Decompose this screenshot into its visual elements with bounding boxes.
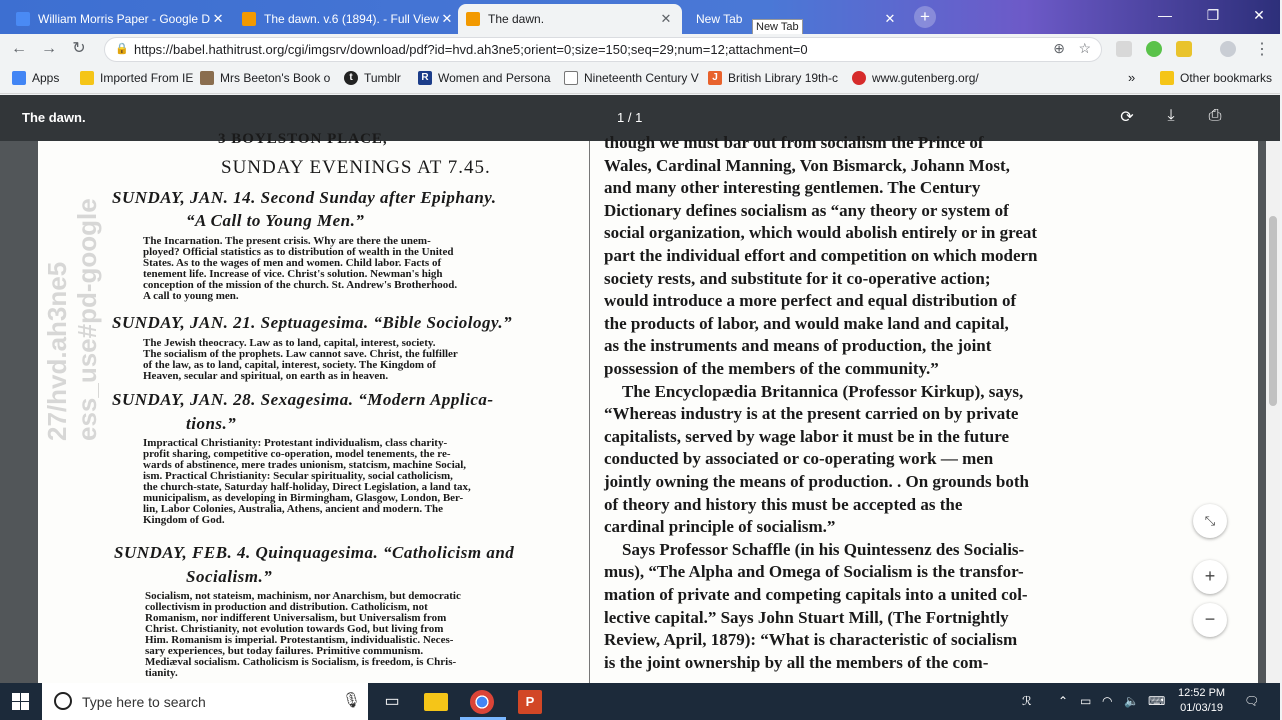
bookmark-label: Women and Persona: [438, 71, 551, 85]
column-two-line: part the individual effort and competition on which modern: [604, 246, 1038, 265]
notifications-icon[interactable]: 🗨: [1244, 694, 1260, 708]
jan14-line: conception of the mission of the church. St. Andrew's Brotherhood.: [143, 279, 458, 291]
column-two-line: mation of private and competing capitals into a united col-: [604, 585, 1028, 604]
column-two-line: mus), “The Alpha and Omega of Socialism is the transfor-: [604, 562, 1024, 582]
jan14-heading: SUNDAY, JAN. 14. Second Sunday after Epiphany.: [112, 188, 497, 207]
clock-time: 12:52 PM: [1178, 687, 1226, 699]
bookmark-label: British Library 19th-c: [728, 71, 839, 85]
new-tab-button[interactable]: +: [914, 6, 936, 28]
column-two-line: jointly owning the means of production. . On grounds both: [604, 472, 1029, 491]
column-two-line: and many other interesting gentlemen. The Century: [604, 178, 981, 198]
feb4-line: tianity.: [145, 667, 178, 679]
tab-title: William Morris Paper - Google D: [38, 12, 211, 26]
feb4-line: collectivism in production and distribution. Catholicism, not: [145, 601, 428, 613]
column-two-line: Review, April, 1879): “What is characteristic of socialism: [604, 630, 1018, 650]
clock[interactable]: [1178, 686, 1225, 716]
close-icon[interactable]: ✕: [441, 11, 453, 26]
page-indicator: 1 / 1: [617, 110, 643, 125]
column-two-line: is the joint ownership by all the members of the com-: [604, 652, 989, 672]
column-two-line: social organization, which would abolish entirely or in great: [604, 223, 1038, 243]
tab-dawn-full-view[interactable]: [234, 4, 456, 34]
fit-page-icon[interactable]: ⤡: [1193, 504, 1227, 538]
jan21-line: Heaven, secular and spiritual, on earth as in heaven.: [143, 370, 389, 382]
taskbar: [0, 683, 1280, 720]
page-icon: [564, 71, 578, 85]
google-docs-icon: [16, 12, 30, 26]
browser-toolbar: [0, 34, 1280, 64]
column-two-line: Dictionary defines socialism as “any theory or system of: [604, 200, 1009, 220]
file-explorer-icon[interactable]: [424, 693, 448, 711]
column-two-line: “Whereas industry is at the present carried on by private: [604, 404, 1019, 424]
jan14-line: States. As to the wages of men and women. Child labor. Facts of: [143, 257, 442, 269]
pdf-page: [38, 131, 1258, 683]
extension-yellow-icon[interactable]: [1176, 41, 1192, 57]
bookmarks-overflow[interactable]: »: [1128, 70, 1136, 85]
jan21-line: The Jewish theocracy. Law as to land, capital, interest, society.: [143, 337, 436, 349]
microphone-icon[interactable]: 🎙: [342, 692, 362, 709]
bookmark-label: Other bookmarks: [1180, 71, 1273, 85]
bookmark-label: Imported From IE: [100, 71, 194, 85]
cut-heading: 3 BOYLSTON PLACE,: [218, 131, 388, 147]
extension-green-icon[interactable]: [1146, 41, 1162, 57]
feb4-heading: SUNDAY, FEB. 4. Quinquagesima. “Catholicism and: [114, 543, 515, 562]
jan21-heading: SUNDAY, JAN. 21. Septuagesima. “Bible Sociology.”: [112, 313, 513, 332]
tab-title: The dawn. v.6 (1894). - Full View: [264, 12, 439, 26]
close-icon[interactable]: ✕: [660, 11, 672, 26]
bookmark-nineteenth[interactable]: [564, 71, 699, 85]
jan14-subtitle: “A Call to Young Men.”: [186, 211, 365, 230]
jan14-line: ployed? Official statistics as to distribution of wealth in the United: [143, 246, 454, 258]
bookmark-star-icon[interactable]: ☆: [1078, 40, 1091, 56]
powerpoint-icon[interactable]: P: [518, 690, 542, 714]
column-two-line: cardinal principle of socialism.”: [604, 517, 836, 537]
jan28-line: profit sharing, competitive co-operation, model tenements, the re-: [143, 448, 451, 460]
column-two-line: Wales, Cardinal Manning, Von Bismarck, Johann Most,: [604, 155, 1010, 175]
close-window-button[interactable]: ✕: [1253, 7, 1265, 23]
folder-icon: [1160, 71, 1174, 85]
bookmark-apps[interactable]: [12, 71, 59, 85]
bookmark-label: Nineteenth Century V: [584, 71, 699, 85]
column-two-line: lective capital.” Says John Stuart Mill, (The Fortnightly: [604, 607, 1009, 627]
chrome-icon[interactable]: [470, 690, 494, 714]
bookmark-women[interactable]: [418, 71, 551, 85]
pdf-viewer: [0, 131, 1280, 683]
sunday-evenings-heading: SUNDAY EVENINGS AT 7.45.: [221, 157, 491, 178]
task-view-icon[interactable]: ▭: [384, 693, 400, 710]
jan28-heading: SUNDAY, JAN. 28. Sexagesima. “Modern Applica-: [112, 390, 494, 409]
gutenberg-icon: [852, 71, 866, 85]
r-logo-icon: R: [418, 71, 432, 85]
column-divider: [589, 141, 590, 683]
column-two-line: Says Professor Schaffle (in his Quintessenz des Socialis-: [622, 539, 1025, 559]
jan14-line: tenement life. Increase of vice. Christ's solution. Newman's high: [143, 268, 443, 280]
minimize-button[interactable]: —: [1158, 7, 1172, 23]
scrollbar-thumb[interactable]: [1269, 216, 1277, 406]
column-two-line: the products of labor, and would make land and capital,: [604, 313, 1009, 333]
volume-icon[interactable]: 🔈: [1124, 694, 1139, 708]
column-two-line: capitalists, served by wage labor it must be in the future: [604, 426, 1010, 446]
search-placeholder: Type here to search: [82, 694, 206, 710]
jan28-line: the church-state, Saturday half-holiday, Direct Legislation, a land tax,: [143, 481, 471, 493]
cortana-icon: [54, 692, 72, 710]
tab-title: New Tab: [696, 12, 743, 26]
battery-icon[interactable]: ▭: [1080, 694, 1092, 708]
extension-puzzle-icon[interactable]: [1116, 41, 1132, 57]
feb4-line: sary experiences, but today failures. Primitive communism.: [145, 645, 424, 657]
bookmark-british-library[interactable]: [708, 71, 838, 85]
jan28-line: lin, Labor Colonies, Australia, Athens, ancient and modern. The: [143, 503, 444, 515]
j-logo-icon: J: [708, 71, 722, 85]
column-two-line: as the instruments and means of production, the joint: [604, 336, 992, 356]
back-button[interactable]: ←: [11, 40, 27, 57]
url-text[interactable]: https://babel.hathitrust.org/cgi/imgsrv/download/pdf?id=hvd.ah3ne5;orient=0;size=150;seq=29;num=12;attachment=0: [134, 42, 808, 57]
pdf-title: The dawn.: [22, 110, 86, 125]
column-two-line: possession of the members of the community.”: [604, 359, 939, 378]
tab-dawn[interactable]: [458, 4, 682, 34]
print-icon[interactable]: ⎙: [1208, 107, 1222, 124]
bookmarks-bar: [0, 64, 1280, 94]
zoom-icon[interactable]: ⊕: [1053, 40, 1065, 56]
bookmark-tumblr[interactable]: [344, 71, 401, 85]
restore-button[interactable]: ❐: [1206, 7, 1220, 23]
bookmark-imported[interactable]: [80, 71, 193, 85]
feb4-subtitle: Socialism.”: [186, 567, 273, 586]
close-icon[interactable]: ✕: [212, 11, 224, 26]
zoom-in-button[interactable]: +: [1193, 560, 1227, 594]
jan28-line: municipalism, as developing in Birmingham, Glasgow, London, Ber-: [143, 492, 464, 504]
reload-button[interactable]: ↻: [72, 40, 86, 57]
feb4-line: Him. Romanism is imperial. Protestantism, individualistic. Neces-: [145, 634, 454, 646]
clock-date: 01/03/19: [1180, 702, 1223, 714]
profile-avatar[interactable]: [1220, 41, 1236, 57]
feb4-line: Socialism, not stateism, machinism, nor Anarchism, but democratic: [145, 590, 461, 602]
tab-william-morris[interactable]: [8, 4, 230, 34]
bookmark-beeton[interactable]: [200, 71, 330, 85]
jan14-line: The Incarnation. The present crisis. Why are there the unem-: [143, 235, 431, 247]
bookmark-label: Apps: [32, 71, 60, 85]
bookmark-label: Tumblr: [364, 71, 401, 85]
jan28-line: ism. Practical Christianity: Secular spirituality, social catholicism,: [143, 470, 453, 482]
column-two-line: of theory and history this must be accepted as the: [604, 494, 963, 514]
taskbar-search[interactable]: [42, 683, 368, 720]
tumblr-icon: t: [344, 71, 358, 85]
jan14-line: A call to young men.: [143, 290, 239, 302]
new-tab-tooltip: New Tab: [752, 19, 803, 35]
windows-start-icon[interactable]: [12, 693, 29, 710]
jan21-line: of the law, as to land, capital, interest, society. The Kingdom of: [143, 359, 436, 371]
folder-icon: [80, 71, 94, 85]
menu-kebab-icon[interactable]: ⋮: [1254, 41, 1270, 58]
column-two-line: conducted by associated or co-operating work — men: [604, 449, 994, 469]
feb4-line: Romanism, nor indifferent Universalism, but Universalism from: [145, 612, 447, 624]
tab-strip: [0, 0, 1280, 34]
column-two-line: would introduce a more perfect and equal distribution of: [604, 291, 1017, 311]
hathitrust-icon: [242, 12, 256, 26]
tray-overflow-icon[interactable]: ⌃: [1058, 694, 1069, 708]
zoom-out-button[interactable]: −: [1193, 603, 1227, 637]
keyboard-icon[interactable]: ⌨: [1148, 694, 1166, 708]
jan21-line: The socialism of the prophets. Law cannot save. Christ, the fulfiller: [143, 348, 458, 360]
feb4-line: Christ. Christianity, not evolution towards God, but living from: [145, 623, 444, 635]
jan28-line: wards of abstinence, mere trades unionism, statcism, machine Social,: [143, 459, 467, 471]
book-icon: [200, 71, 214, 85]
feb4-line: Mediæval socialism. Catholicism is Socialism, is freedom, is Chris-: [145, 656, 457, 668]
column-two-line: society rests, and substitute for it co-operative action;: [604, 268, 991, 288]
wifi-icon[interactable]: ◠: [1102, 694, 1113, 708]
column-two-line: though we must bar out from socialism the Prince of: [604, 133, 984, 152]
scrollbar[interactable]: [1266, 141, 1280, 683]
apps-grid-icon: [12, 71, 26, 85]
rotate-icon[interactable]: ⟳: [1120, 109, 1134, 126]
bookmark-label: www.gutenberg.org/: [872, 71, 979, 85]
address-bar[interactable]: [104, 37, 1102, 62]
close-icon[interactable]: ✕: [884, 11, 896, 26]
people-icon[interactable]: ℛ: [1022, 694, 1032, 708]
lock-icon[interactable]: 🔒: [115, 43, 129, 55]
bookmark-other[interactable]: [1160, 71, 1272, 85]
tab-title: The dawn.: [488, 12, 545, 26]
jan28-line: Kingdom of God.: [143, 514, 225, 526]
column-two-line: The Encyclopædia Britannica (Professor Kirkup), says,: [622, 381, 1024, 401]
hathitrust-icon: [466, 12, 480, 26]
jan28-line: Impractical Christianity: Protestant individualism, class charity-: [143, 437, 448, 449]
bookmark-gutenberg[interactable]: [852, 71, 979, 85]
download-icon[interactable]: ⤓: [1167, 107, 1175, 124]
watermark: 27/hvd.ah3ne5 ess_use#pd-google: [42, 198, 102, 441]
jan28-subtitle: tions.”: [186, 414, 237, 433]
bookmark-label: Mrs Beeton's Book o: [220, 71, 331, 85]
forward-button[interactable]: →: [41, 40, 57, 57]
